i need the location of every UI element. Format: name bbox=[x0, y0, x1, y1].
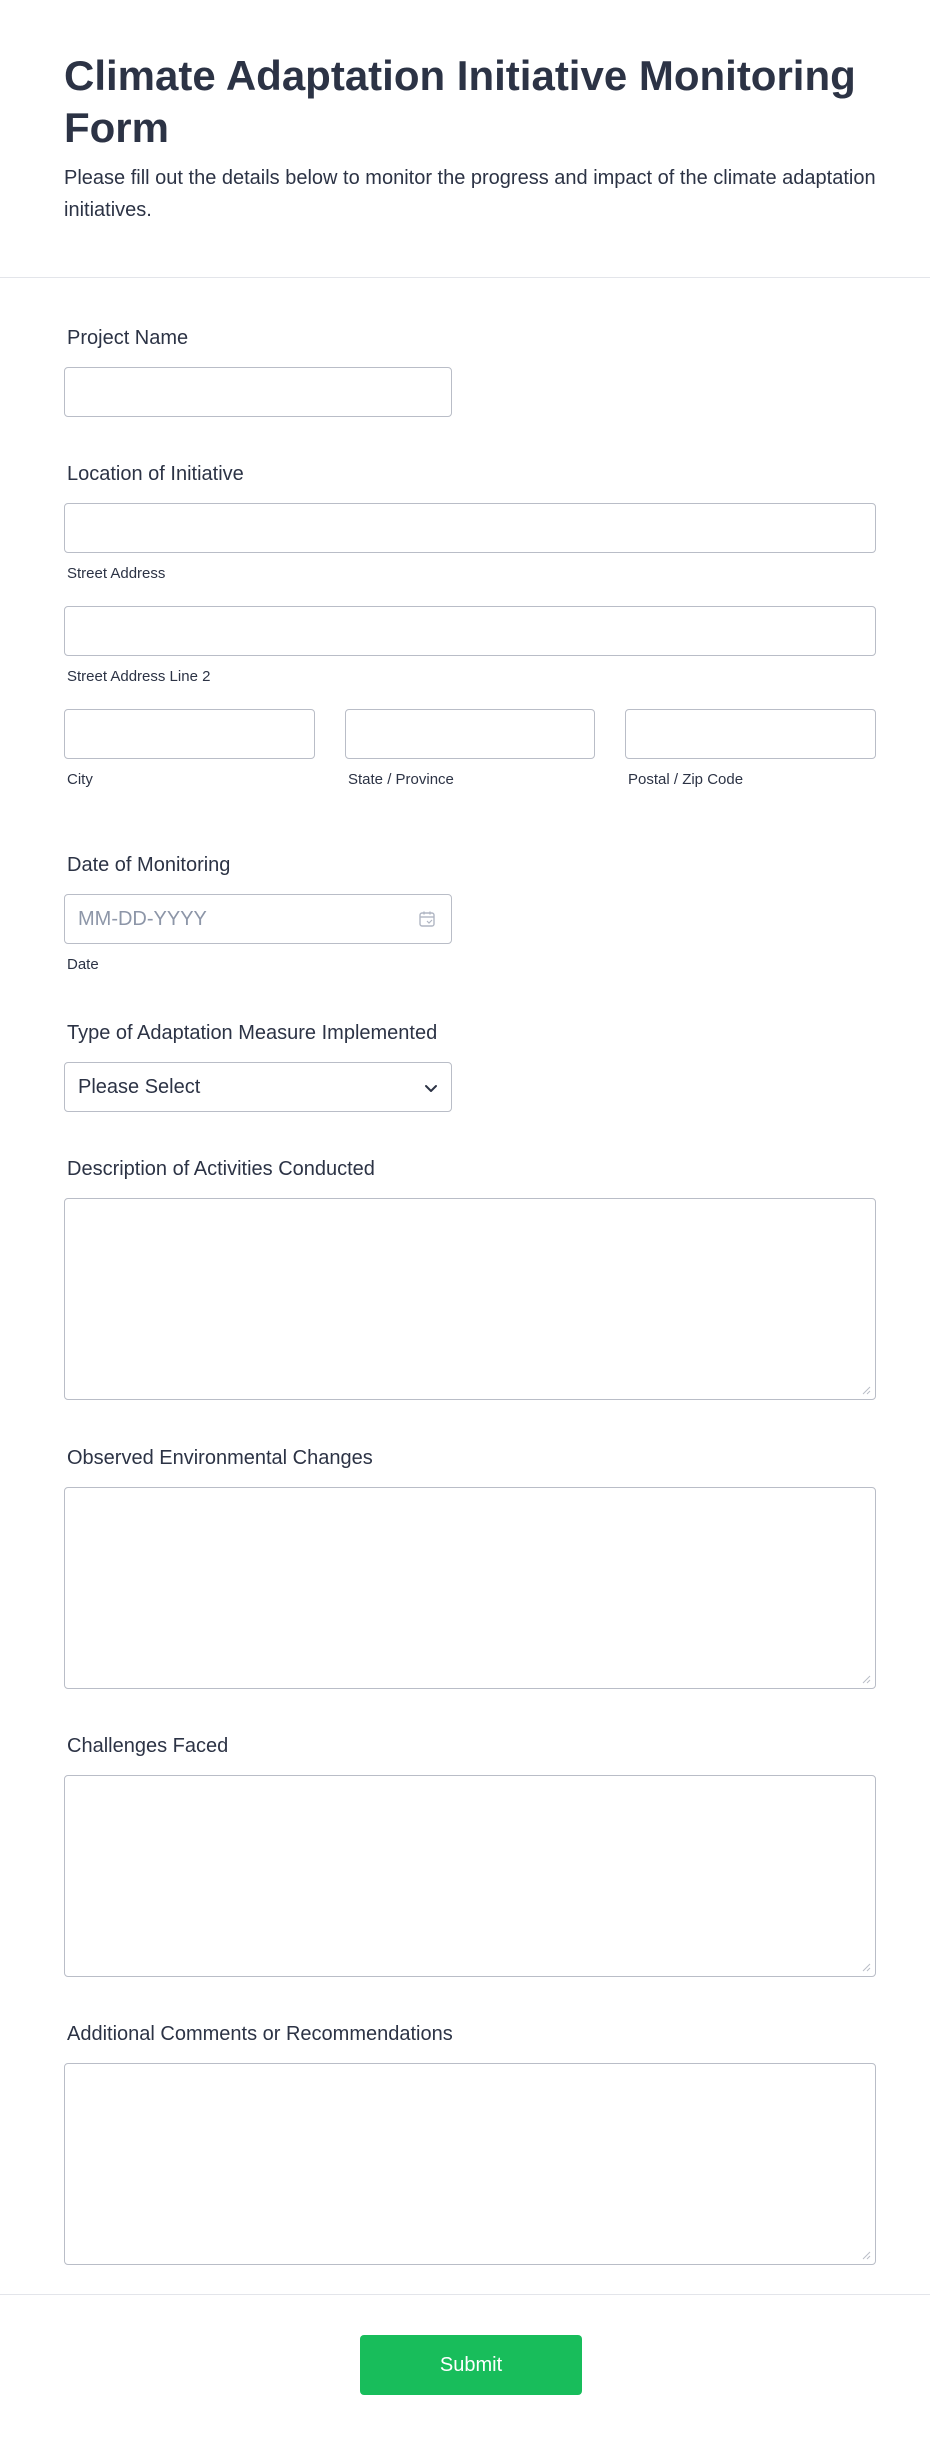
resize-grip-icon[interactable] bbox=[861, 1674, 871, 1684]
page-subtitle: Please fill out the details below to monitor the progress and impact of the climate adaptation initiatives. bbox=[64, 167, 876, 221]
measure-type-label: Type of Adaptation Measure Implemented bbox=[67, 1022, 438, 1044]
state-sublabel: State / Province bbox=[348, 771, 454, 788]
city-input[interactable] bbox=[64, 709, 315, 759]
challenges-textarea[interactable] bbox=[64, 1775, 876, 1977]
resize-grip-icon[interactable] bbox=[861, 2250, 871, 2260]
form-header bbox=[0, 0, 930, 278]
activities-textarea[interactable] bbox=[64, 1198, 876, 1400]
project-name-label: Project Name bbox=[67, 327, 189, 349]
date-label: Date of Monitoring bbox=[67, 854, 231, 876]
environmental-changes-field bbox=[64, 1446, 876, 1689]
measure-type-selected: Please Select bbox=[78, 1076, 201, 1098]
activities-label: Description of Activities Conducted bbox=[67, 1158, 375, 1180]
environmental-changes-label: Observed Environmental Changes bbox=[67, 1447, 373, 1469]
measure-type-field bbox=[64, 1021, 452, 1112]
environmental-changes-textarea[interactable] bbox=[64, 1487, 876, 1689]
chevron-down-icon bbox=[423, 1080, 439, 1096]
page-title: Climate Adaptation Initiative Monitoring Form bbox=[64, 52, 856, 151]
postal-code-input[interactable] bbox=[625, 709, 876, 759]
activities-field bbox=[64, 1157, 876, 1400]
form-footer bbox=[0, 2294, 930, 2444]
calendar-icon[interactable] bbox=[417, 909, 437, 929]
street-address-input[interactable] bbox=[64, 503, 876, 553]
postal-group bbox=[625, 709, 876, 789]
city-sublabel: City bbox=[67, 771, 93, 788]
challenges-field bbox=[64, 1734, 876, 1977]
measure-type-select[interactable] bbox=[64, 1062, 452, 1112]
resize-grip-icon[interactable] bbox=[861, 1385, 871, 1395]
city-group bbox=[64, 709, 315, 789]
comments-textarea[interactable] bbox=[64, 2063, 876, 2265]
comments-label: Additional Comments or Recommendations bbox=[67, 2023, 453, 2045]
submit-button[interactable]: Submit bbox=[360, 2335, 582, 2395]
challenges-label: Challenges Faced bbox=[67, 1735, 229, 1757]
state-group bbox=[345, 709, 595, 789]
date-field bbox=[64, 853, 452, 974]
date-placeholder: MM-DD-YYYY bbox=[78, 908, 207, 930]
location-field bbox=[64, 462, 876, 799]
form-body bbox=[0, 278, 930, 2296]
comments-field bbox=[64, 2022, 876, 2265]
street-address-sublabel: Street Address bbox=[67, 565, 166, 582]
street-address-line2-sublabel: Street Address Line 2 bbox=[67, 668, 211, 685]
city-state-postal-row bbox=[64, 709, 876, 799]
date-sublabel: Date bbox=[67, 956, 99, 973]
project-name-field bbox=[64, 326, 452, 417]
date-input[interactable] bbox=[64, 894, 452, 944]
location-label: Location of Initiative bbox=[67, 463, 244, 485]
resize-grip-icon[interactable] bbox=[861, 1962, 871, 1972]
state-input[interactable] bbox=[345, 709, 595, 759]
project-name-input[interactable] bbox=[64, 367, 452, 417]
street-address-line2-input[interactable] bbox=[64, 606, 876, 656]
postal-sublabel: Postal / Zip Code bbox=[628, 771, 744, 788]
